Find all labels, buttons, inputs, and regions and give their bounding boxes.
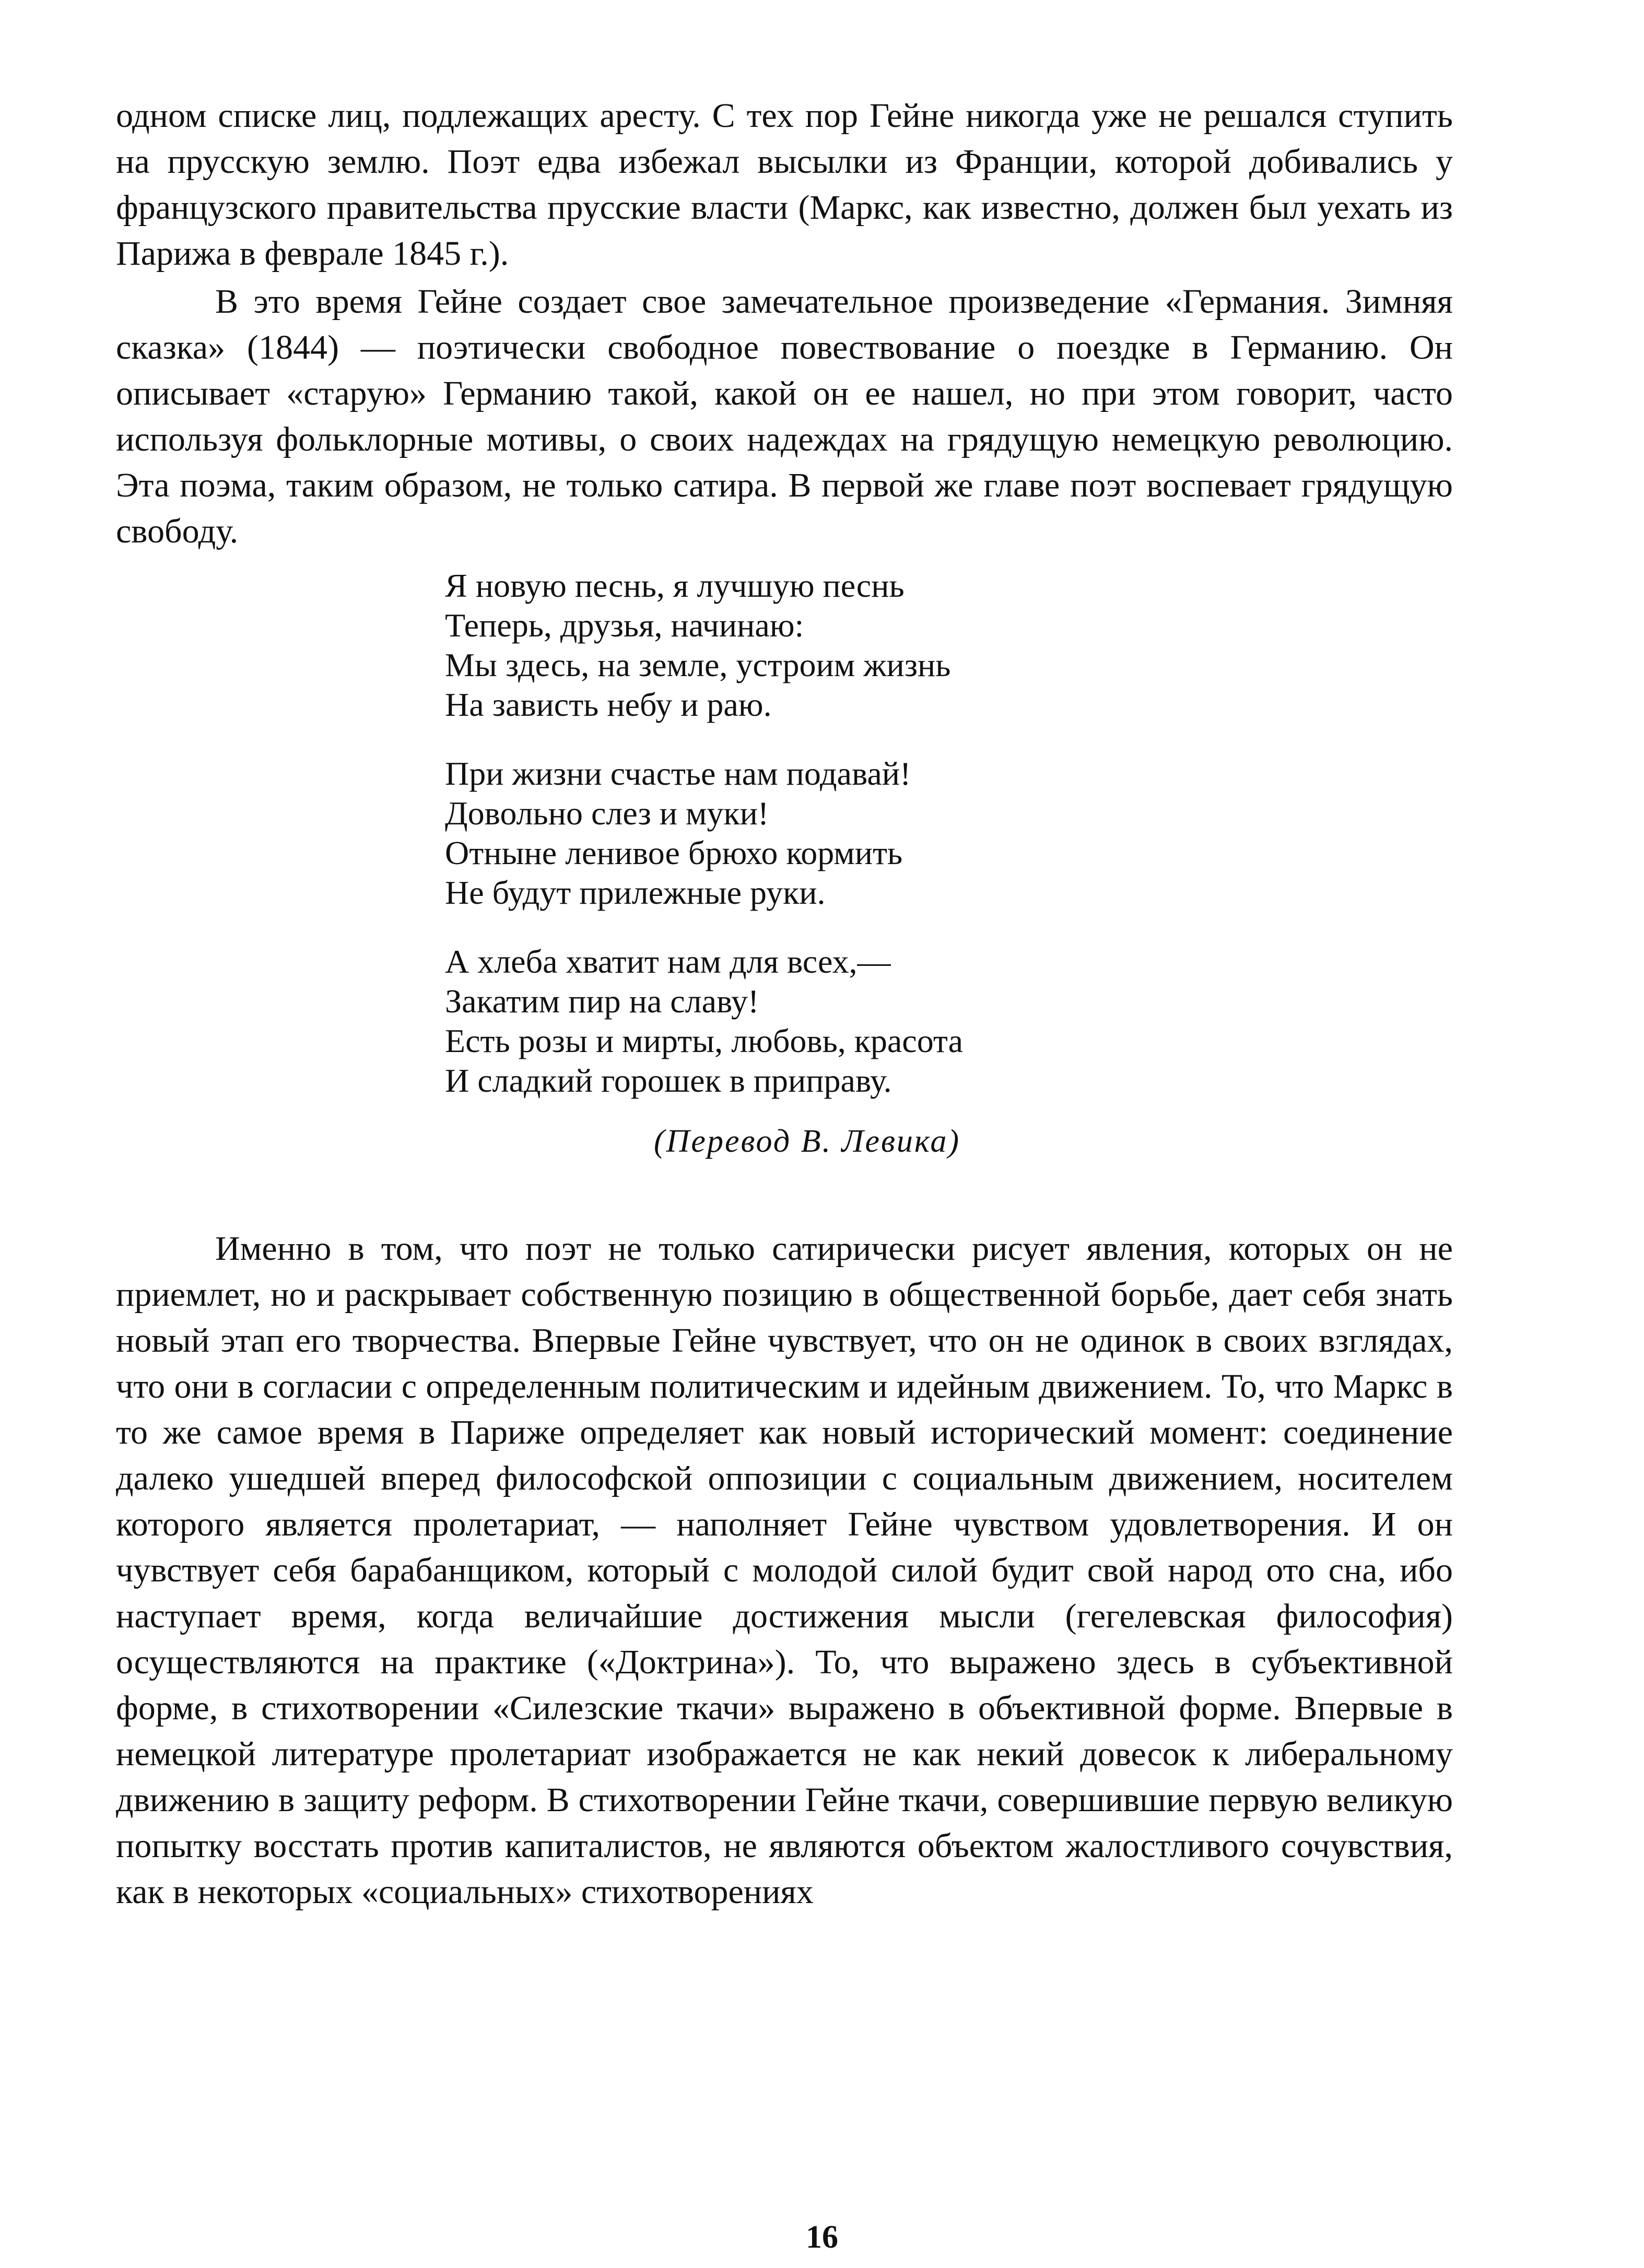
poem-line: И сладкий горошек в приправу. <box>445 1062 892 1099</box>
poem-line: Я новую песнь, я лучшую песнь <box>445 567 905 604</box>
poem-line: Довольно слез и муки! <box>445 795 769 832</box>
paragraph-3: Именно в том, что поэт не только сатирически рисует явления, которых он не приемлет, но и раскрывает собственную позицию в общественной борьбе, дает себя знать новый этап его творчества. Впервые Гейне чувствует, что он не одинок в своих взглядах, что они в согласии с определенным политическим и идейным движением. То, что Маркс в то же самое время в Париже определяет как новый исторический момент: соединение далеко ушедшей вперед философской оппозиции с социальным движением, носителем которого является пролетариат, — наполняет Гейне чувством удовлетворения. И он чувствует себя барабанщиком, который с молодой силой будит свой народ ото сна, ибо наступает время, когда величайшие достижения мысли (гегелевская философия) осуществляются на практике («Доктрина»). То, что выражено здесь в субъективной форме, в стихотворении «Силезские ткачи» выражено в объективной форме. Впервые в немецкой литературе пролетариат изображается не как некий довесок к либеральному движению в защиту реформ. В стихотворении Гейне ткачи, совершившие первую великую попытку восстать против капиталистов, не являются объектом жалостливого сочувствия, как в некоторых «социальных» стихотворениях <box>116 1230 1453 1911</box>
poem-line: Отныне ленивое брюхо кормить <box>445 834 903 871</box>
poem-line: Не будут прилежные руки. <box>445 874 826 911</box>
poem-line: При жизни счастье нам подавай! <box>445 755 911 792</box>
poem-line: Закатим пир на славу! <box>445 983 759 1020</box>
poem-stanza-1 <box>445 566 1437 725</box>
poem-line: Мы здесь, на земле, устроим жизнь <box>445 646 951 683</box>
poem-stanza-3 <box>445 942 1437 1101</box>
page-number: 16 <box>806 2219 838 2255</box>
page-body <box>116 93 1453 2192</box>
paragraph-2: В это время Гейне создает свое замечательное произведение «Германия. Зимняя сказка» (1844) — поэтически свободное повествование о поездке в Германию. Он описывает «старую» Германию такой, какой он ее нашел, но при этом говорит, часто используя фольклорные мотивы, о своих надеждах на грядущую немецкую революцию. Эта поэма, таким образом, не только сатира. В первой же главе поэт воспевает грядущую свободу. <box>116 282 1453 550</box>
poem-quote <box>445 566 1437 1101</box>
paragraph-1: одном списке лиц, подлежащих аресту. С тех пор Гейне никогда уже не решался ступить на прусскую землю. Поэт едва избежал высылки из Франции, которой добивались у французского правительства прусские власти (Маркс, как известно, должен был уехать из Парижа в феврале 1845 г.). <box>116 97 1453 273</box>
poem-line: Теперь, друзья, начинаю: <box>445 607 804 644</box>
poem-line: Есть розы и мирты, любовь, красота <box>445 1022 963 1059</box>
translation-credit: (Перевод В. Левика) <box>654 1124 960 1159</box>
poem-line: А хлеба хватит нам для всех,— <box>445 943 891 980</box>
poem-stanza-2 <box>445 754 1437 913</box>
poem-line: На зависть небу и раю. <box>445 686 772 723</box>
